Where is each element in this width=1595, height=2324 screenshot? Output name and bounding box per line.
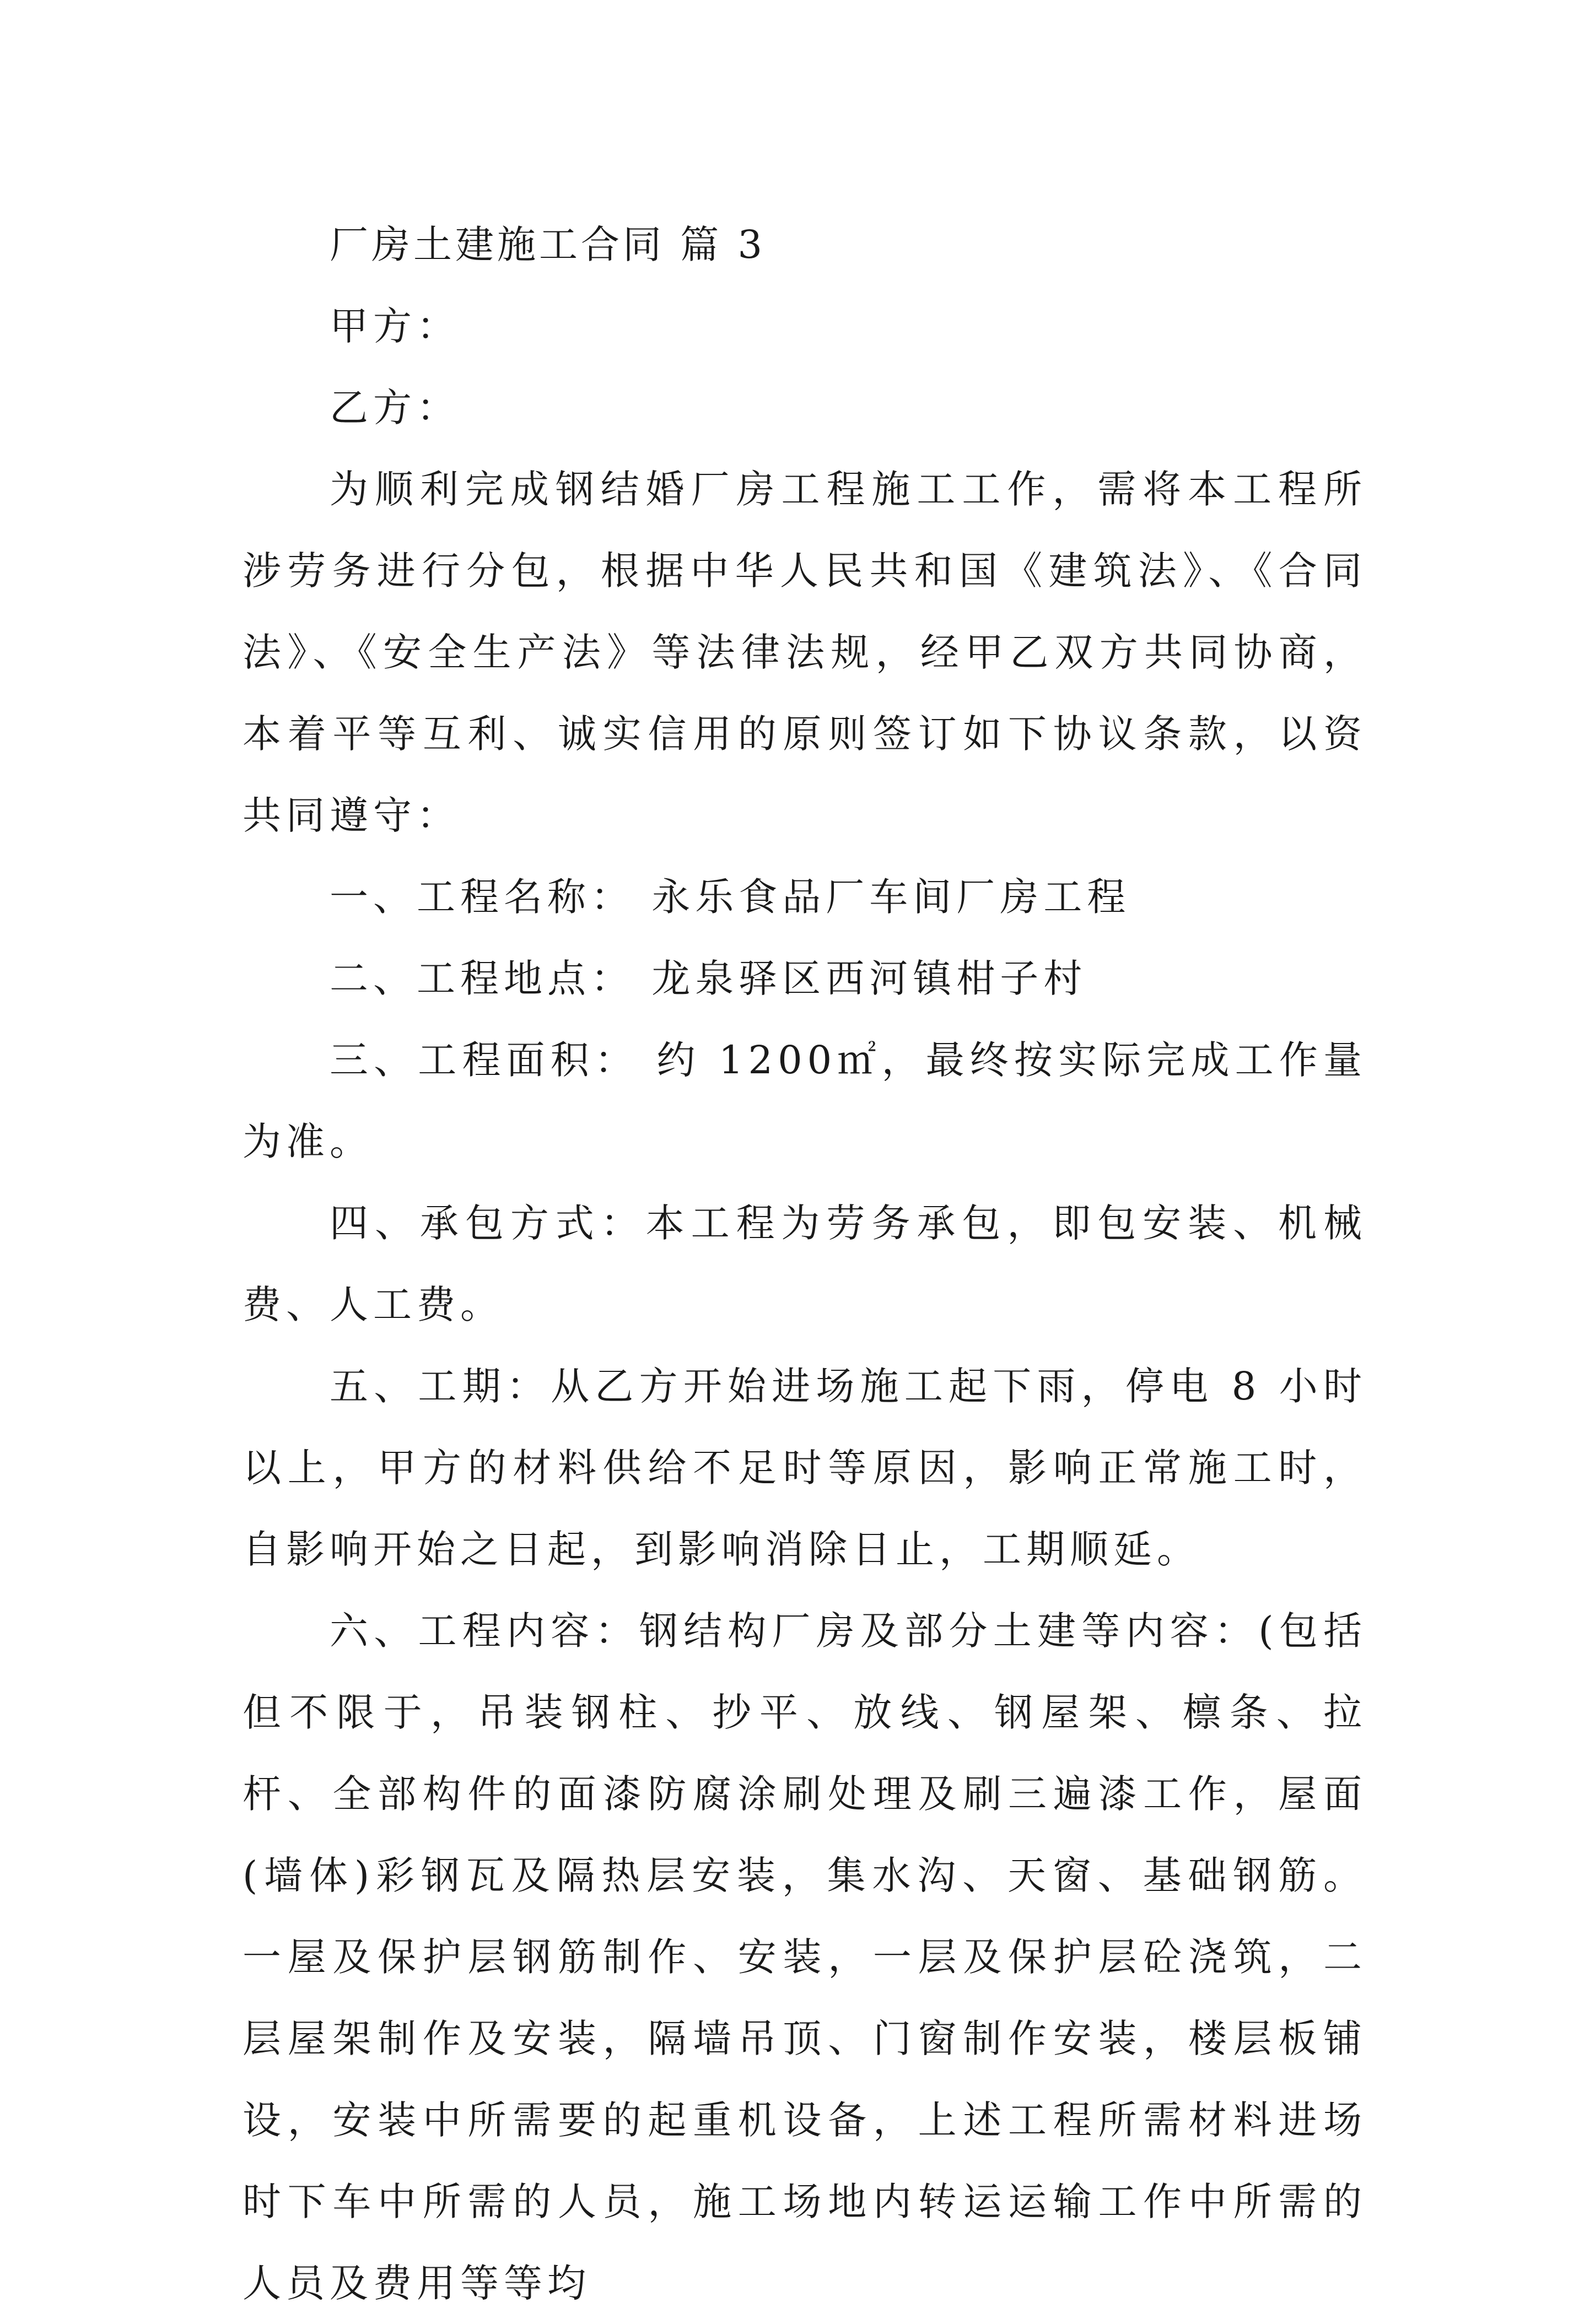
intro-paragraph: 为顺利完成钢结婚厂房工程施工工作，需将本工程所涉劳务进行分包，根据中华人民共和国《建筑法》、《合同法》、《安全生产法》等法律法规，经甲乙双方共同协商，本着平等互利、诚实信用的原则签订如下协议条款，以资共同遵守： (243, 467, 1367, 838)
clause-project-name: 一、工程名称： 永乐食品厂车间厂房工程 (330, 874, 1131, 920)
party-a-line: 甲方： (330, 304, 460, 349)
clause-scope: 六、工程内容：钢结构厂房及部分土建等内容：(包括但不限于，吊装钢柱、抄平、放线、钢屋架、檩条、拉杆、全部构件的面漆防腐涂刷处理及刷三遍漆工作，屋面(墙体)彩钢瓦及隔热层安装，集水沟、天窗、基础钢筋。一屋及保护层钢筋制作、安装，一层及保护层砼浇筑，二层屋架制作及安装，隔墙吊顶、门窗制作安装，楼层板铺设，安装中所需要的起重机设备，上述工程所需材料进场时下车中所需的人员，施工场地内转运运输工作中所需的人员及费用等等均 (243, 1608, 1367, 2306)
clause-contract-method: 四、承包方式：本工程为劳务承包，即包安装、机械费、人工费。 (243, 1201, 1367, 1327)
party-b-line: 乙方： (330, 385, 460, 430)
clause-project-location: 二、工程地点： 龙泉驿区西河镇柑子村 (330, 956, 1087, 1001)
clause-project-area: 三、工程面积： 约 1200㎡，最终按实际完成工作量为准。 (243, 1037, 1367, 1164)
contract-title: 厂房土建施工合同 篇 3 (330, 222, 766, 267)
contract-body (243, 204, 1367, 2324)
clause-schedule: 五、工期：从乙方开始进场施工起下雨，停电 8 小时以上，甲方的材料供给不足时等原因，影响正常施工时，自影响开始之日起，到影响消除日止，工期顺延。 (243, 1364, 1367, 1572)
